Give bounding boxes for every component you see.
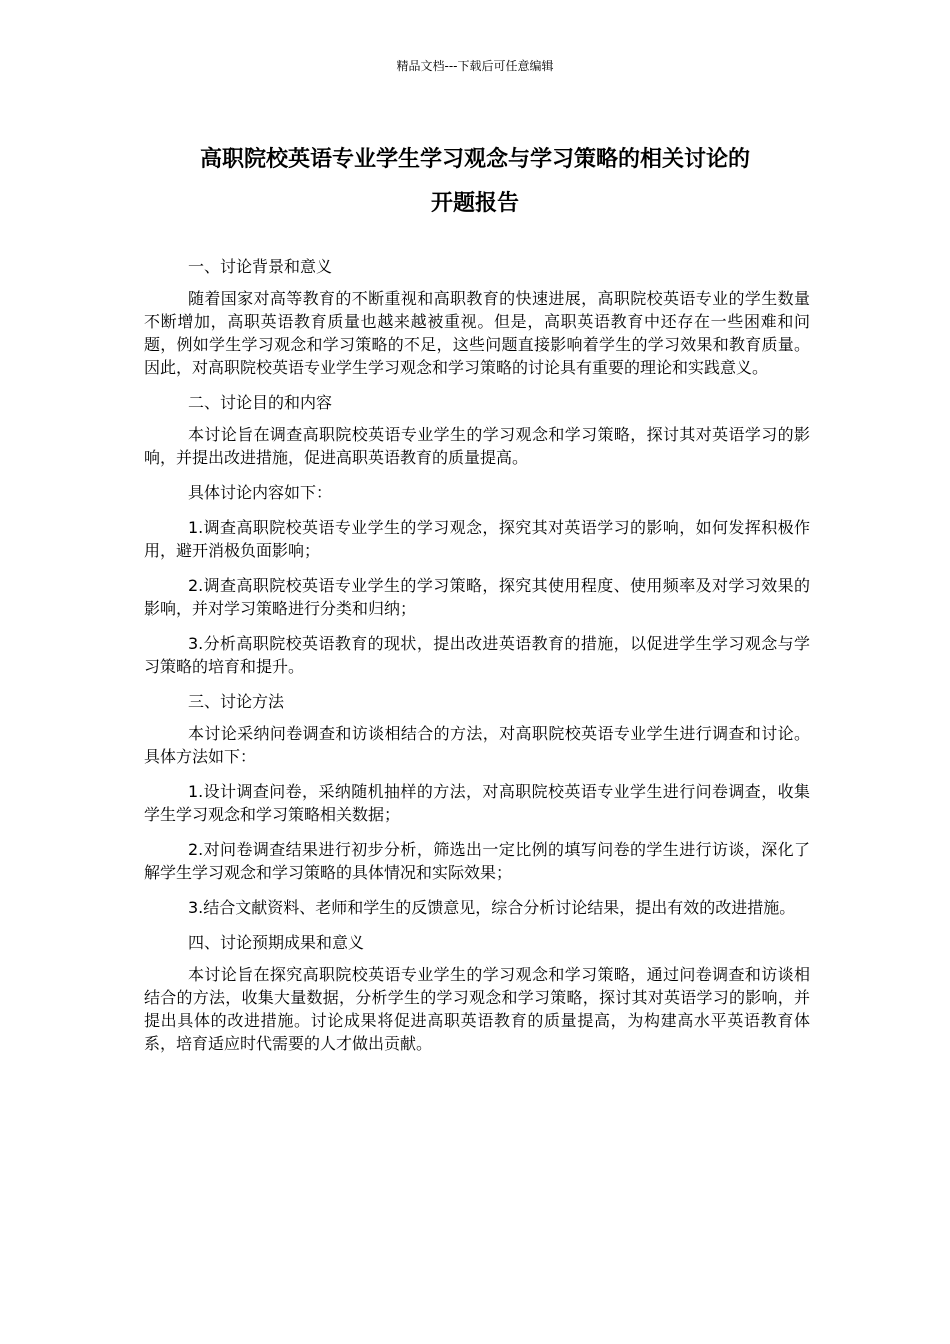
section-3-paragraph: 本讨论采纳问卷调查和访谈相结合的方法，对高职院校英语专业学生进行调查和讨论。具体方法如下： (144, 724, 810, 766)
section-3-heading: 三、讨论方法 (188, 692, 285, 711)
title-line-2: 开题报告 (430, 191, 519, 216)
section-4-paragraph: 本讨论旨在探究高职院校英语专业学生的学习观念和学习策略，通过问卷调查和访谈相结合的方法，收集大量数据，分析学生的学习观念和学习策略，探讨其对英语学习的影响，并提出具体的改进措施。讨论成果将促进高职英语教育的质量提高，为构建高水平英语教育体系，培育适应时代需要的人才做出贡献。 (144, 965, 810, 1053)
section-2-item-1: 1.调查高职院校英语专业学生的学习观念，探究其对英语学习的影响，如何发挥积极作用，避开消极负面影响； (144, 518, 810, 560)
section-3-item-2: 2.对问卷调查结果进行初步分析，筛选出一定比例的填写问卷的学生进行访谈，深化了解学生学习观念和学习策略的具体情况和实际效果； (144, 840, 810, 882)
header-note: 精品文档---下载后可任意编辑 (396, 59, 554, 73)
section-3-item-3: 3.结合文献资料、老师和学生的反馈意见，综合分析讨论结果，提出有效的改进措施。 (188, 898, 796, 917)
section-3-item-1: 1.设计调查问卷，采纳随机抽样的方法，对高职院校英语专业学生进行问卷调查，收集学生学习观念和学习策略相关数据； (144, 782, 810, 824)
section-2-paragraph: 本讨论旨在调查高职院校英语专业学生的学习观念和学习策略，探讨其对英语学习的影响，并提出改进措施，促进高职英语教育的质量提高。 (144, 425, 810, 467)
section-2-intro: 具体讨论内容如下： (188, 483, 333, 502)
section-1-heading: 一、讨论背景和意义 (188, 257, 333, 276)
section-2-item-3: 3.分析高职院校英语教育的现状，提出改进英语教育的措施，以促进学生学习观念与学习策略的培育和提升。 (144, 634, 810, 676)
section-1-paragraph: 随着国家对高等教育的不断重视和高职教育的快速进展，高职院校英语专业的学生数量不断增加，高职英语教育质量也越来越被重视。但是，高职英语教育中还存在一些困难和问题，例如学生学习观念和学习策略的不足，这些问题直接影响着学生的学习效果和教育质量。因此，对高职院校英语专业学生学习观念和学习策略的讨论具有重要的理论和实践意义。 (144, 289, 810, 377)
title-line-1: 高职院校英语专业学生学习观念与学习策略的相关讨论的 (199, 147, 750, 172)
document-body (144, 255, 810, 1067)
section-4-heading: 四、讨论预期成果和意义 (188, 933, 365, 952)
section-2-item-2: 2.调查高职院校英语专业学生的学习策略，探究其使用程度、使用频率及对学习效果的影响，并对学习策略进行分类和归纳； (144, 576, 810, 618)
section-2-heading: 二、讨论目的和内容 (188, 393, 333, 412)
document-title (140, 138, 810, 226)
